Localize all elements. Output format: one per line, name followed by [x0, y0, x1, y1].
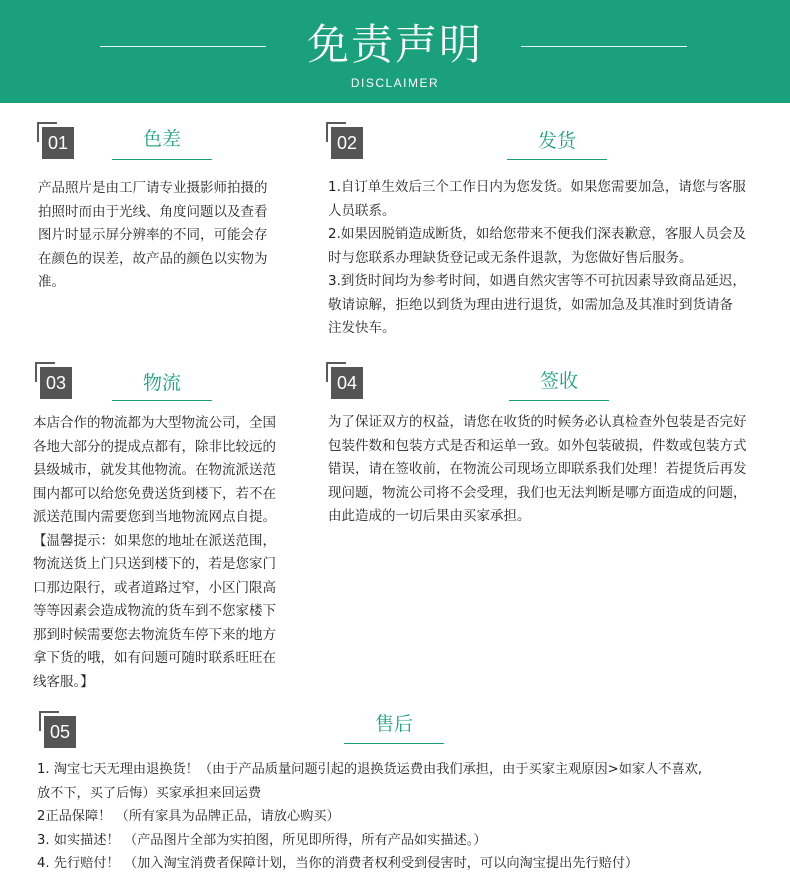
body-line: 2.如果因脱销造成断货，如给您带来不便我们深表歉意，客服人员会及 — [328, 226, 746, 242]
body-line: 拿下货的哦，如有问题可随时联系旺旺在 — [33, 650, 276, 666]
heading-underline — [112, 159, 212, 160]
section-number-badge — [37, 122, 75, 160]
page-title: 免责声明 — [306, 20, 483, 69]
body-line: 由此造成的一切后果由买家承担。 — [328, 508, 531, 524]
heading-underline — [509, 400, 609, 401]
section-body-color-difference — [38, 177, 268, 295]
badge-corner — [39, 711, 59, 713]
body-line: 放不下，买了后悔）买家承担来回运费 — [37, 785, 262, 801]
badge-corner — [326, 362, 328, 382]
section-number: 05 — [44, 716, 76, 748]
section-number: 03 — [40, 367, 72, 399]
section-number: 02 — [331, 127, 363, 159]
body-line: 注发快车。 — [328, 320, 396, 336]
body-line: 那到时候需要您去物流货车停下来的地方 — [33, 626, 276, 643]
body-line: 本店合作的物流都为大型物流公司，全国 — [33, 415, 276, 431]
body-line: 派送范围内需要您到当地物流网点自提。 — [33, 509, 276, 525]
section-heading-logistics: 物流 — [142, 372, 181, 394]
body-line: 时与您联系办理缺货登记或无条件退款，为您做好售后服务。 — [328, 249, 693, 266]
badge-corner — [326, 122, 346, 124]
badge-corner — [35, 362, 55, 364]
body-line: 现问题，物流公司将不会受理，我们也无法判断是哪方面造成的问题， — [328, 484, 747, 501]
section-heading-signing: 签收 — [539, 370, 578, 392]
section-heading-color-difference: 色差 — [142, 128, 181, 150]
body-line: 围内都可以给您免费送货到楼下，若不在 — [33, 485, 276, 502]
heading-underline — [344, 743, 444, 744]
section-number-badge — [326, 122, 364, 160]
badge-corner — [37, 122, 39, 142]
body-line: 产品照片是由工厂请专业摄影师拍摄的 — [38, 180, 268, 196]
page-subtitle: DISCLAIMER — [350, 76, 440, 90]
section-body-signing — [328, 411, 747, 529]
section-number: 04 — [331, 367, 363, 399]
badge-corner — [35, 362, 37, 382]
section-number-badge — [326, 362, 364, 400]
body-line: 为了保证双方的权益，请您在收货的时候务必认真检查外包装是否完好 — [328, 414, 747, 430]
badge-corner — [326, 122, 328, 142]
section-number-badge — [35, 362, 73, 400]
body-line: 3.到货时间均为参考时间，如遇自然灾害等不可抗因素导致商品延迟， — [328, 273, 746, 289]
heading-underline — [507, 159, 607, 160]
body-line: 准。 — [38, 274, 65, 290]
body-line: 3. 如实描述！ （产品图片全部为实拍图，所见即所得，所有产品如实描述。） — [37, 832, 487, 848]
body-line: 拍照时而由于光线、角度问题以及查看 — [38, 203, 268, 220]
body-line: 等等因素会造成物流的货车到不您家楼下 — [33, 603, 276, 619]
body-line: 错误，请在签收前，在物流公司现场立即联系我们处理！若提货后再发 — [328, 461, 747, 477]
body-line: 物流送货上门只送到楼下的，若是您家门 — [33, 556, 276, 572]
body-line: 人员联系。 — [328, 202, 396, 219]
section-heading-shipping: 发货 — [537, 130, 576, 152]
badge-corner — [326, 362, 346, 364]
body-line: 2正品保障！ （所有家具为品牌正品，请放心购买） — [37, 809, 340, 824]
badge-corner — [37, 122, 57, 124]
body-line: 县级城市，就发其他物流。在物流派送范 — [33, 462, 276, 478]
body-line: 包装件数和包装方式是否和运单一致。如外包装破损，件数或包装方式 — [328, 437, 747, 454]
body-line: 口那边限行，或者道路过窄，小区门限高 — [33, 579, 276, 596]
body-line: 线客服。】 — [33, 673, 94, 690]
section-heading-after-sales: 售后 — [374, 713, 413, 735]
body-line: 【温馨提示：如果您的地址在派送范围， — [33, 532, 276, 549]
body-line: 4. 先行赔付！ （加入淘宝消费者保障计划，当你的消费者权利受到侵害时，可以向淘宝提出先行赔付） — [37, 856, 639, 871]
section-number: 01 — [42, 127, 74, 159]
body-line: 1.自订单生效后三个工作日内为您发货。如果您需要加急，请您与客服 — [328, 179, 746, 195]
badge-corner — [39, 711, 41, 731]
body-line: 1. 淘宝七天无理由退换货！（由于产品质量问题引起的退换货运费由我们承担，由于买家主观原因>如家人不喜欢, — [37, 762, 703, 777]
section-body-logistics — [33, 412, 276, 694]
section-number-badge — [39, 711, 77, 749]
body-line: 敬请谅解，拒绝以到货为理由进行退货，如需加急及其准时到货请备 — [328, 296, 733, 313]
header-banner — [0, 0, 790, 103]
body-line: 图片时显示屏分辨率的不同，可能会存 — [38, 227, 268, 243]
section-body-after-sales — [37, 758, 702, 876]
section-body-shipping — [328, 176, 746, 341]
heading-underline — [112, 400, 212, 401]
body-line: 在颜色的误差，故产品的颜色以实物为 — [38, 250, 268, 267]
body-line: 各地大部分的提成点都有，除非比较远的 — [33, 438, 276, 455]
